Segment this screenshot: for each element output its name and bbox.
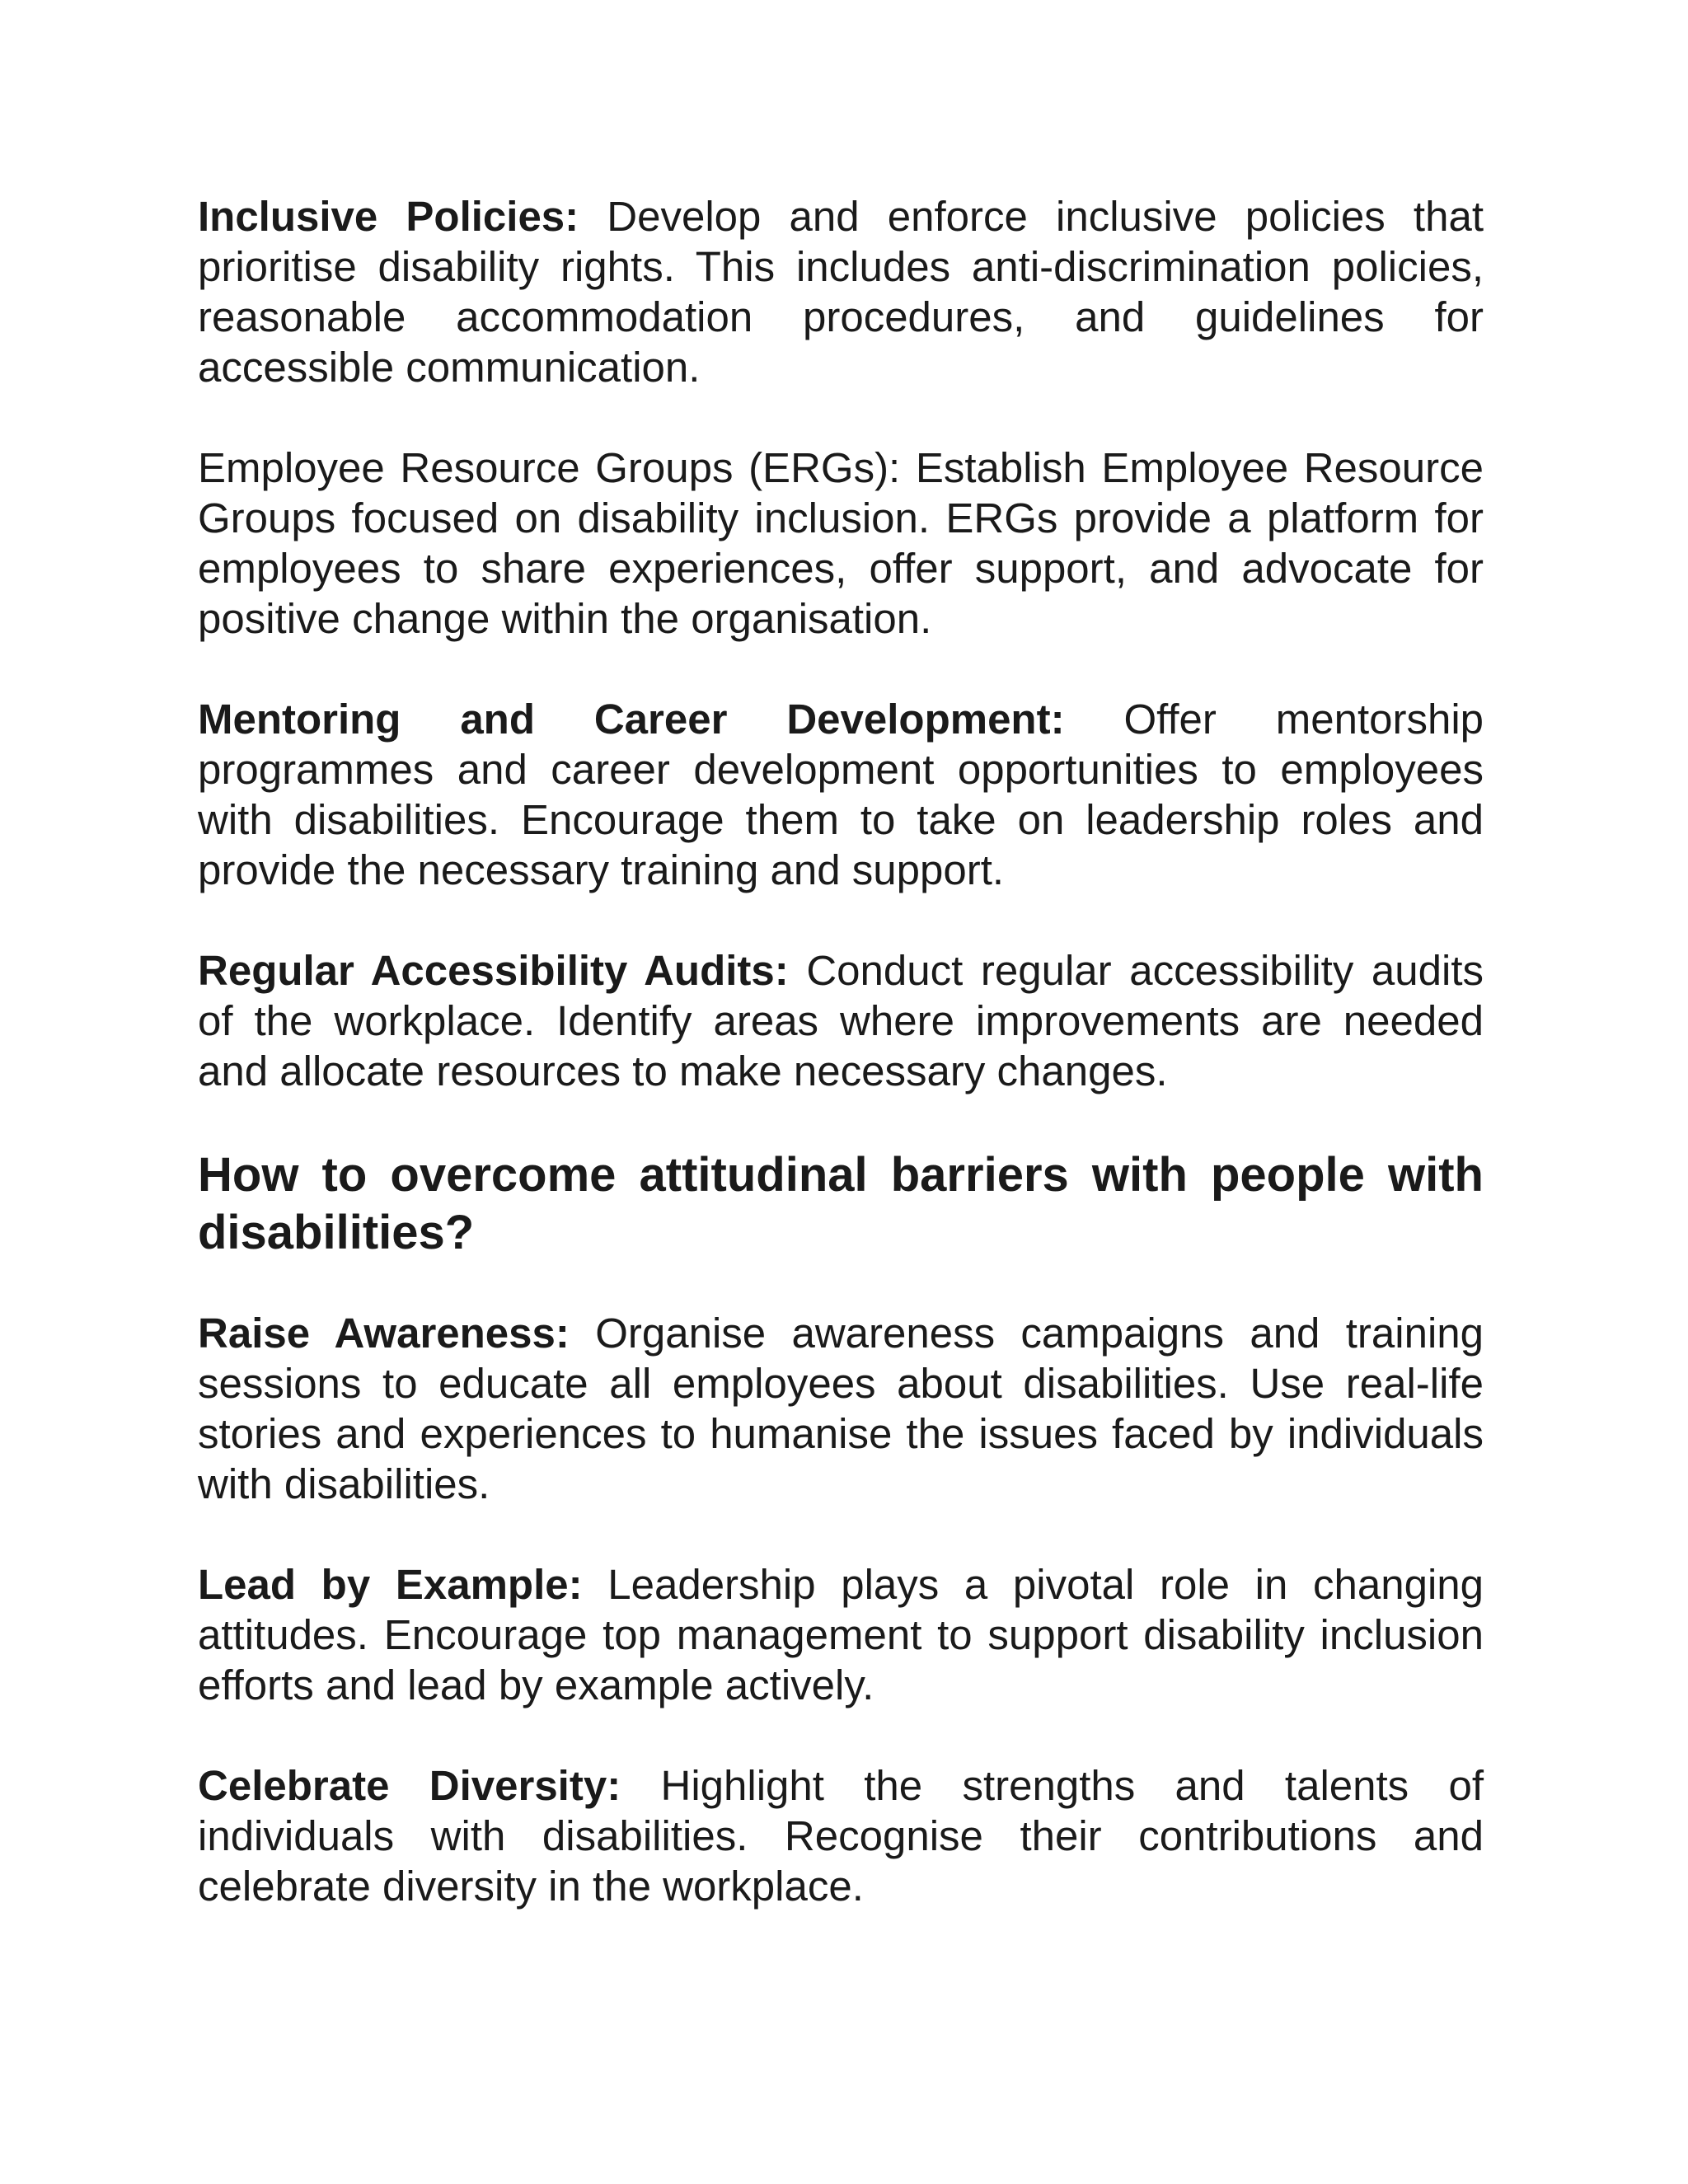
paragraph-text: Offer mentorship programmes and career development opportunities to employees with disabilities. Encourage them to take on leadership roles and provide the necessary training and support. — [198, 696, 1484, 893]
paragraph-lead: Lead by Example: — [198, 1561, 583, 1608]
paragraph-text: Organise awareness campaigns and training sessions to educate all employees about disabilities. Use real-life stories and experiences to humanise the issues faced by individuals with disabilities. — [198, 1310, 1484, 1507]
document-page — [198, 191, 1484, 1961]
paragraph-lead: Mentoring and Career Development: — [198, 696, 1065, 743]
paragraph-lead: Inclusive Policies: — [198, 193, 579, 240]
paragraph-raise-awareness — [198, 1308, 1484, 1509]
paragraph-text: Highlight the strengths and talents of individuals with disabilities. Recognise their contributions and celebrate diversity in the workplace. — [198, 1762, 1484, 1910]
paragraph-accessibility-audits — [198, 945, 1484, 1096]
paragraph-employee-resource-groups — [198, 443, 1484, 644]
paragraph-mentoring — [198, 694, 1484, 895]
paragraph-lead: Celebrate Diversity: — [198, 1762, 621, 1809]
section-heading: How to overcome attitudinal barriers with people with disabilities? — [198, 1148, 1484, 1259]
paragraph-text: Conduct regular accessibility audits of the workplace. Identify areas where improvements are needed and allocate resources to make necessary changes. — [198, 947, 1484, 1094]
paragraph-lead: Regular Accessibility Audits: — [198, 947, 789, 994]
paragraph-lead: Raise Awareness: — [198, 1310, 570, 1357]
paragraph-text: Leadership plays a pivotal role in changing attitudes. Encourage top management to support disability inclusion efforts and lead by example actively. — [198, 1561, 1484, 1708]
paragraph-text: Develop and enforce inclusive policies that prioritise disability rights. This includes anti-discrimination policies, reasonable accommodation procedures, and guidelines for accessible communication. — [198, 193, 1484, 391]
paragraph-text: Employee Resource Groups (ERGs): Establish Employee Resource Groups focused on disability inclusion. ERGs provide a platform for employees to share experiences, offer support, and advocate for positive change within the organisation. — [198, 444, 1484, 642]
paragraph-celebrate-diversity — [198, 1760, 1484, 1911]
paragraph-inclusive-policies — [198, 191, 1484, 392]
paragraph-lead-by-example — [198, 1559, 1484, 1710]
